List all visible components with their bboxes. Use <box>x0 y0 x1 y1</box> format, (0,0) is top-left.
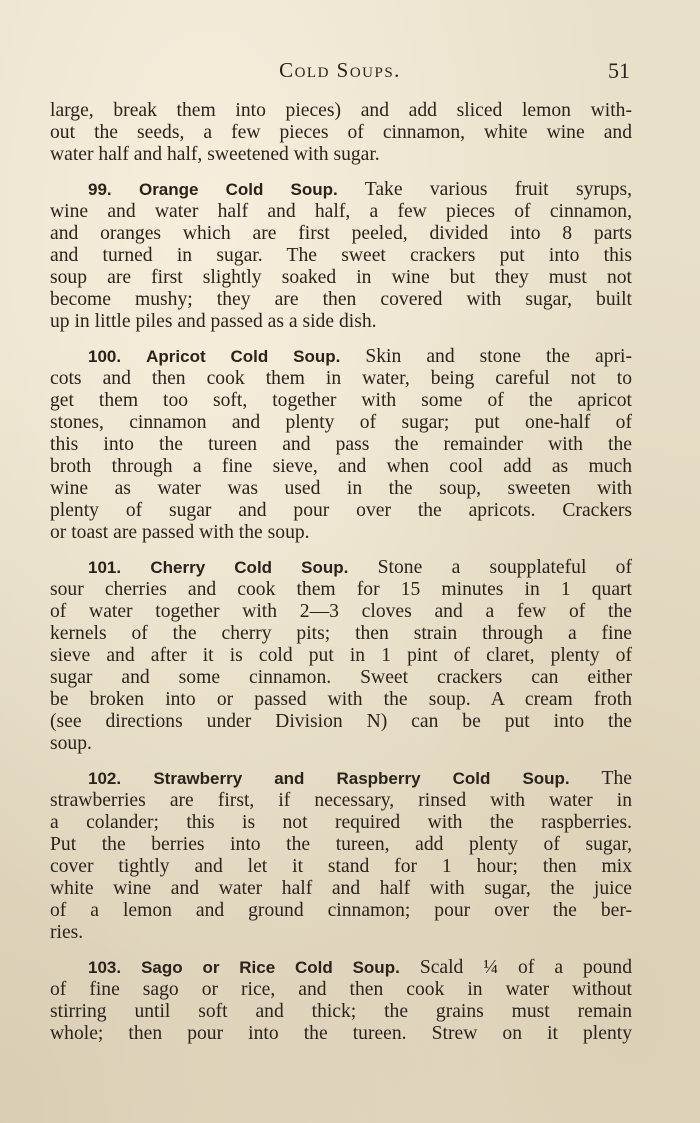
text-line: and turned in sugar. The sweet crackers put into this <box>50 245 632 266</box>
recipe-number: 102. <box>88 769 122 788</box>
text-line: (see directions under Division N) can be put into the <box>50 711 632 732</box>
text-line: of fine sago or rice, and then cook in water without <box>50 979 632 1000</box>
text-line: and oranges which are first peeled, divided into 8 parts <box>50 223 632 244</box>
text-line <box>50 179 632 201</box>
recipe-text: Stone a soupplateful of <box>377 557 632 578</box>
text-line: soup. <box>50 733 92 754</box>
text-line: sieve and after it is cold put in 1 pint of claret, plenty of <box>50 645 632 666</box>
text-line: wine and water half and half, a few pieces of cinnamon, <box>50 201 632 222</box>
text-line: strawberries are first, if necessary, rinsed with water in <box>50 790 632 811</box>
text-line: ries. <box>50 922 84 943</box>
text-line: this into the tureen and pass the remainder with the <box>50 434 632 455</box>
text-line: kernels of the cherry pits; then strain through a fine <box>50 623 632 644</box>
text-line: white wine and water half and half with sugar, the juice <box>50 878 632 899</box>
page-body <box>50 100 632 1058</box>
text-line <box>50 346 632 368</box>
text-line: of water together with 2—3 cloves and a few of the <box>50 601 632 622</box>
text-line: cover tightly and let it stand for 1 hour; then mix <box>50 856 632 877</box>
recipe-title: Apricot Cold Soup. <box>146 347 341 366</box>
text-line: up in little piles and passed as a side dish. <box>50 311 377 332</box>
recipe-text: Scald ¼ of a pound <box>419 957 632 978</box>
running-head: Cold Soups. <box>279 58 401 82</box>
text-line: sugar and some cinnamon. Sweet crackers can either <box>50 667 632 688</box>
text-line: whole; then pour into the tureen. Strew on it plenty <box>50 1023 632 1044</box>
recipe-title: Cherry Cold Soup. <box>150 558 349 577</box>
text-line: cots and then cook them in water, being careful not to <box>50 368 632 389</box>
text-line: wine as water was used in the soup, sweeten with <box>50 478 632 499</box>
text-line: plenty of sugar and pour over the apricots. Crackers <box>50 500 632 521</box>
text-line: stones, cinnamon and plenty of sugar; put one-half of <box>50 412 632 433</box>
text-line <box>50 557 632 579</box>
text-line <box>50 957 632 979</box>
text-line: soup are first slightly soaked in wine but they must not <box>50 267 632 288</box>
recipe-number: 103. <box>88 958 122 977</box>
text-line: of a lemon and ground cinnamon; pour over the ber- <box>50 900 632 921</box>
recipe-102 <box>50 768 632 944</box>
text-line: water half and half, sweetened with sugar. <box>50 144 380 165</box>
recipe-text: The <box>601 768 632 789</box>
text-line <box>50 768 632 790</box>
recipe-number: 100. <box>88 347 122 366</box>
text-line: Put the berries into the tureen, add plenty of sugar, <box>50 834 632 855</box>
recipe-text: Skin and stone the apri- <box>365 346 632 367</box>
text-line: get them too soft, together with some of the apricot <box>50 390 632 411</box>
recipe-number: 101. <box>88 558 122 577</box>
recipe-99 <box>50 179 632 333</box>
text-line: or toast are passed with the soup. <box>50 522 310 543</box>
text-line: a colander; this is not required with the raspberries. <box>50 812 632 833</box>
recipe-title: Sago or Rice Cold Soup. <box>141 958 400 977</box>
text-line: large, break them into pieces) and add sliced lemon with- <box>50 100 632 121</box>
recipe-title: Strawberry and Raspberry Cold Soup. <box>153 769 570 788</box>
paragraph-continuation <box>50 100 632 166</box>
text-line: become mushy; they are then covered with sugar, built <box>50 289 632 310</box>
page-number: 51 <box>608 58 630 83</box>
page-header <box>48 58 632 88</box>
recipe-100 <box>50 346 632 544</box>
recipe-text: Take various fruit syrups, <box>364 179 633 200</box>
recipe-103 <box>50 957 632 1045</box>
recipe-number: 99. <box>88 180 112 199</box>
text-line: stirring until soft and thick; the grains must remain <box>50 1001 632 1022</box>
text-line: sour cherries and cook them for 15 minutes in 1 quart <box>50 579 632 600</box>
recipe-101 <box>50 557 632 755</box>
text-line: broth through a fine sieve, and when cool add as much <box>50 456 632 477</box>
text-line: be broken into or passed with the soup. A cream froth <box>50 689 632 710</box>
recipe-title: Orange Cold Soup. <box>138 180 338 199</box>
text-line: out the seeds, a few pieces of cinnamon, white wine and <box>50 122 632 143</box>
